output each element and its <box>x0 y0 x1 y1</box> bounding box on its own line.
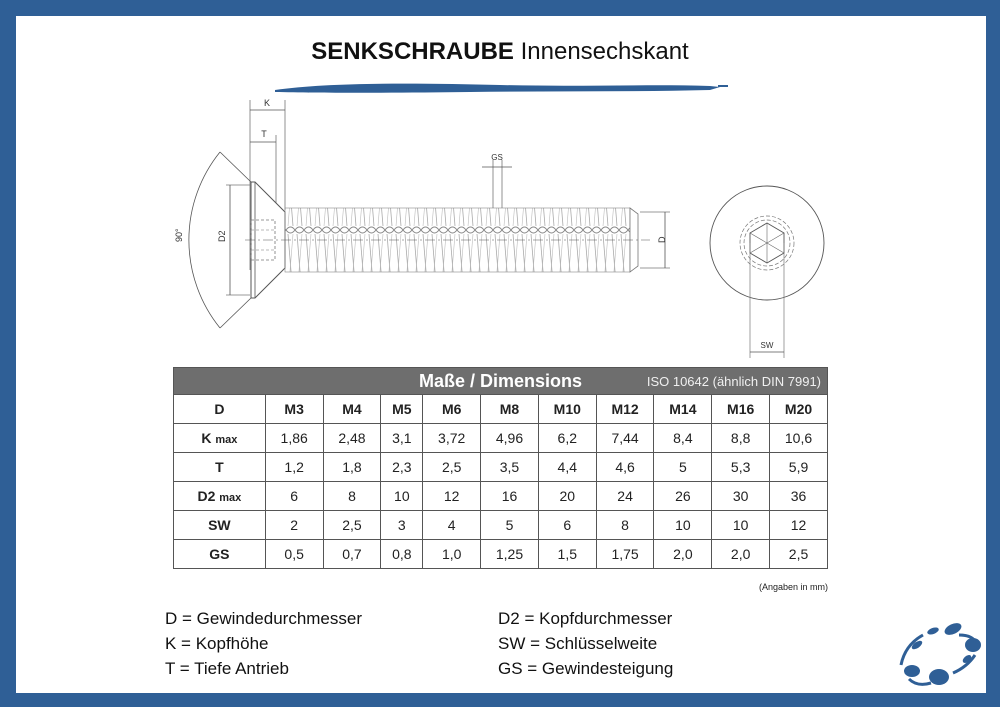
svg-text:T: T <box>261 129 267 139</box>
table-cell: 2,5 <box>323 511 381 540</box>
svg-text:SW: SW <box>760 341 774 350</box>
table-cell: 4,4 <box>538 453 596 482</box>
table-row-gs <box>174 540 828 569</box>
table-cell: 8 <box>323 482 381 511</box>
legend-item: D2 = Kopfdurchmesser <box>498 609 673 628</box>
legend-item: GS = Gewindesteigung <box>498 659 674 678</box>
table-cell: 5 <box>481 511 539 540</box>
dimensions-table <box>173 367 828 569</box>
table-cell: 0,5 <box>265 540 323 569</box>
column-header: M10 <box>538 395 596 424</box>
legend-left <box>165 606 362 681</box>
svg-text:K: K <box>263 98 271 108</box>
legend-item: K = Kopfhöhe <box>165 634 269 653</box>
table-cell: 1,75 <box>596 540 654 569</box>
table-cell: 8 <box>596 511 654 540</box>
table-cell: 3,72 <box>423 424 481 453</box>
svg-text:D: D <box>657 236 667 243</box>
column-header: M12 <box>596 395 654 424</box>
column-header: M5 <box>381 395 423 424</box>
brand-logo-icon <box>895 615 985 695</box>
column-header: M8 <box>481 395 539 424</box>
column-header: M20 <box>770 395 828 424</box>
gs-dimension <box>482 153 512 208</box>
table-title: Maße / Dimensions <box>418 370 583 391</box>
table-cell: 36 <box>770 482 828 511</box>
table-cell: 1,2 <box>265 453 323 482</box>
table-cell: 6 <box>265 482 323 511</box>
table-row-sw <box>174 511 828 540</box>
title-regular: Innensechskant <box>520 38 689 65</box>
table-row-d2 <box>174 482 828 511</box>
page-title <box>0 38 1000 66</box>
table-cell: 1,8 <box>323 453 381 482</box>
table-cell: 10,6 <box>770 424 828 453</box>
angle-90-dimension <box>174 152 251 328</box>
table-cell: 7,44 <box>596 424 654 453</box>
table-cell: 4,96 <box>481 424 539 453</box>
table-cell: 12 <box>770 511 828 540</box>
svg-text:GS: GS <box>491 153 503 162</box>
title-bold: SENKSCHRAUBE <box>311 38 514 65</box>
table-cell: 2 <box>265 511 323 540</box>
column-header: M6 <box>423 395 481 424</box>
column-header: M16 <box>712 395 770 424</box>
table-cell: 5 <box>654 453 712 482</box>
column-header: M3 <box>265 395 323 424</box>
table-cell: 6,2 <box>538 424 596 453</box>
table-row-k <box>174 424 828 453</box>
table-cell: 2,5 <box>770 540 828 569</box>
row-label: T <box>174 453 266 482</box>
table-cell: 6 <box>538 511 596 540</box>
table-cell: 24 <box>596 482 654 511</box>
column-header: M4 <box>323 395 381 424</box>
table-cell: 20 <box>538 482 596 511</box>
table-cell: 4 <box>423 511 481 540</box>
legend-right <box>498 606 673 681</box>
table-cell: 10 <box>712 511 770 540</box>
frame-right-border <box>986 0 1000 707</box>
svg-text:D2: D2 <box>217 230 227 242</box>
table-cell: 4,6 <box>596 453 654 482</box>
frame-left-border <box>0 0 16 707</box>
table-cell: 5,9 <box>770 453 828 482</box>
table-cell: 2,3 <box>381 453 423 482</box>
table-cell: 2,48 <box>323 424 381 453</box>
table-header-row <box>174 368 828 395</box>
screw-head-top-view <box>710 186 824 358</box>
table-cell: 10 <box>654 511 712 540</box>
table-cell: 16 <box>481 482 539 511</box>
screw-technical-drawing <box>160 90 860 360</box>
table-row-t <box>174 453 828 482</box>
table-cell: 1,0 <box>423 540 481 569</box>
column-header: D <box>174 395 266 424</box>
table-cell: 10 <box>381 482 423 511</box>
table-cell: 0,7 <box>323 540 381 569</box>
table-cell: 1,5 <box>538 540 596 569</box>
table-cell: 2,5 <box>423 453 481 482</box>
table-cell: 30 <box>712 482 770 511</box>
table-column-header-row <box>174 395 828 424</box>
table-standard: ISO 10642 (ähnlich DIN 7991) <box>646 374 821 389</box>
frame-top-border <box>0 0 1000 16</box>
legend-item: SW = Schlüsselweite <box>498 634 658 653</box>
legend-item: D = Gewindedurchmesser <box>165 609 363 628</box>
unit-note: (Angaben in mm) <box>758 582 828 592</box>
table-cell: 3 <box>381 511 423 540</box>
table-cell: 1,25 <box>481 540 539 569</box>
table-cell: 2,0 <box>712 540 770 569</box>
legend-item: T = Tiefe Antrieb <box>165 659 289 678</box>
table-cell: 8,4 <box>654 424 712 453</box>
threaded-shaft <box>245 208 650 272</box>
row-label: K max <box>174 424 266 453</box>
table-cell: 3,5 <box>481 453 539 482</box>
frame-bottom-border <box>0 693 1000 707</box>
table-cell: 3,1 <box>381 424 423 453</box>
row-label: SW <box>174 511 266 540</box>
table-cell: 12 <box>423 482 481 511</box>
table-cell: 5,3 <box>712 453 770 482</box>
table-cell: 0,8 <box>381 540 423 569</box>
column-header: M14 <box>654 395 712 424</box>
row-label: D2 max <box>174 482 266 511</box>
table-cell: 8,8 <box>712 424 770 453</box>
table-cell: 1,86 <box>265 424 323 453</box>
table-cell: 2,0 <box>654 540 712 569</box>
table-cell: 26 <box>654 482 712 511</box>
svg-text:90°: 90° <box>174 228 184 242</box>
row-label: GS <box>174 540 266 569</box>
